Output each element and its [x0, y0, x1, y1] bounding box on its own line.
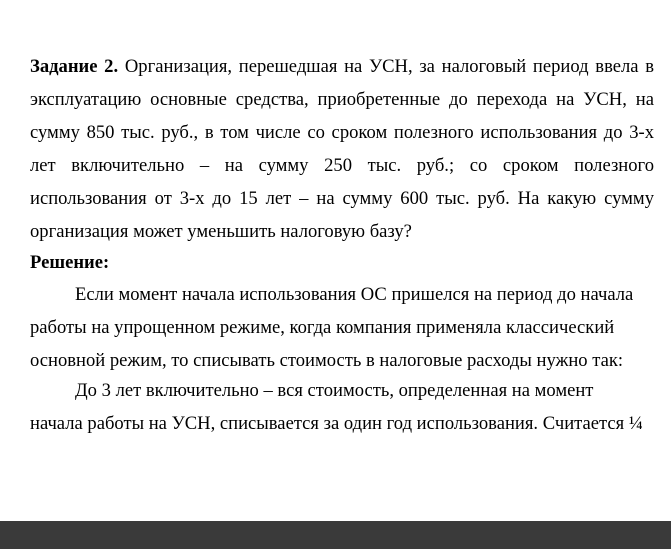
solution-heading: Решение:	[30, 252, 110, 273]
bottom-bar	[0, 521, 671, 549]
task-line-5: использования от 3-х до 15 лет – на сумму 600 тыс. руб. На какую сумму	[30, 188, 654, 209]
task-line-3: сумму 850 тыс. руб., в том числе со сроком полезного использования до 3-х	[30, 122, 654, 143]
paragraph-1-line-2: работы на упрощенном режиме, когда компания применяла классический	[30, 317, 615, 338]
paragraph-2-line-1: До 3 лет включительно – вся стоимость, определенная на момент	[75, 380, 594, 401]
task-line-1	[30, 50, 654, 83]
solution-paragraph-1	[30, 278, 654, 377]
paragraph-2-line-2: начала работы на УСН, списывается за один год использования. Считается ¼	[30, 413, 643, 434]
task-label: Задание 2.	[30, 56, 119, 77]
task-line-6: организация может уменьшить налоговую базу?	[30, 221, 412, 242]
solution-paragraph-2	[30, 374, 654, 440]
paragraph-1-line-3: основной режим, то списывать стоимость в налоговые расходы нужно так:	[30, 350, 624, 371]
paragraph-1-line-1: Если момент начала использования ОС пришелся на период до начала	[75, 284, 634, 305]
task-text	[30, 50, 654, 248]
task-line-4: лет включительно – на сумму 250 тыс. руб.; со сроком полезного	[30, 155, 654, 176]
task-line-2: эксплуатацию основные средства, приобретенные до перехода на УСН, на	[30, 89, 654, 110]
task-line-1-text: Организация, перешедшая на УСН, за налоговый период ввела в	[124, 56, 655, 77]
